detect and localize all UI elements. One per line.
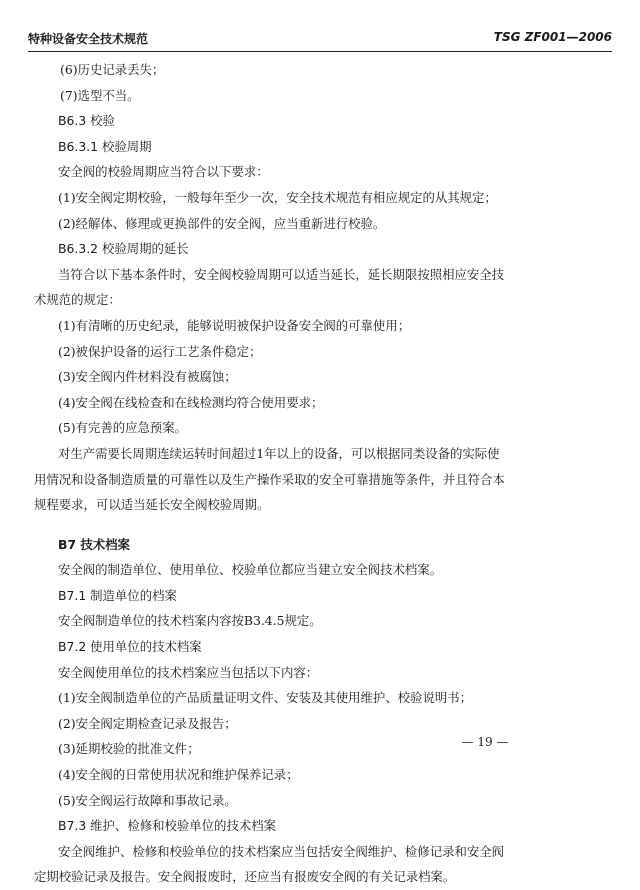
header-rule xyxy=(28,51,612,52)
list-item: (3)延期校验的批准文件； xyxy=(58,741,200,757)
list-item: (1)安全阀定期校验，一般每年至少一次，安全技术规范有相应规定的从其规定； xyxy=(58,189,497,205)
list-item: (2)安全阀定期检查记录及报告； xyxy=(58,715,237,731)
paragraph-line: 当符合以下基本条件时，安全阀校验周期可以适当延长，延长期限按照相应安全技 xyxy=(58,266,505,282)
section-gap xyxy=(58,518,610,532)
list-item: (5)安全阀运行故障和事故记录。 xyxy=(58,792,237,808)
page-number: — 19 — xyxy=(461,735,509,749)
list-item: (2)被保护设备的运行工艺条件稳定； xyxy=(58,343,262,359)
paragraph-line: 安全阀使用单位的技术档案应当包括以下内容： xyxy=(58,664,319,680)
section-heading-b7: B7 技术档案 xyxy=(58,536,130,552)
list-item: (4)安全阀的日常使用状况和维护保养记录； xyxy=(58,767,299,783)
list-item: (6)历史记录丢失； xyxy=(60,62,165,77)
header-series-title: 特种设备安全技术规范 xyxy=(28,32,149,46)
paragraph-line: 对生产需要长周期连续运转时间超过1年以上的设备，可以根据同类设备的实际使 xyxy=(58,445,500,461)
paragraph-line: 规程要求，可以适当延长安全阀校验周期。 xyxy=(34,497,270,513)
list-item: (1)有清晰的历史纪录，能够说明被保护设备安全阀的可靠使用； xyxy=(58,317,411,333)
header-standard-code: TSG ZF001—2006 xyxy=(493,30,612,44)
list-item: (1)安全阀制造单位的产品质量证明文件、安装及其使用维护、校验说明书； xyxy=(58,690,473,706)
list-item: (5)有完善的应急预案。 xyxy=(58,420,188,436)
section-heading-b6-3: B6.3 校验 xyxy=(58,113,115,129)
paragraph-line: 用情况和设备制造质量的可靠性以及生产操作采取的安全可靠措施等条件，并且符合本 xyxy=(34,471,505,487)
list-item: (7)选型不当。 xyxy=(60,87,140,103)
paragraph-line: 安全阀制造单位的技术档案内容按B3.4.5规定。 xyxy=(58,613,322,629)
paragraph-line: 安全阀的制造单位、使用单位、校验单位都应当建立安全阀技术档案。 xyxy=(58,562,443,578)
section-heading-b6-3-1: B6.3.1 校验周期 xyxy=(58,138,152,154)
list-item: (3)安全阀内件材料没有被腐蚀； xyxy=(58,369,237,385)
list-item: (2)经解体、修理或更换部件的安全阀，应当重新进行校验。 xyxy=(58,215,386,231)
paragraph-line: 定期校验记录及报告。安全阀报废时，还应当有报废安全阀的有关记录档案。 xyxy=(34,869,456,885)
section-heading-b6-3-2: B6.3.2 校验周期的延长 xyxy=(58,241,189,257)
running-header xyxy=(28,30,612,50)
section-heading-b7-3: B7.3 维护、检修和校验单位的技术档案 xyxy=(58,818,277,834)
section-heading-b7-1: B7.1 制造单位的档案 xyxy=(58,587,177,603)
paragraph-line: 安全阀维护、检修和校验单位的技术档案应当包括安全阀维护、检修记录和安全阀 xyxy=(58,843,505,859)
document-body xyxy=(34,57,610,890)
paragraph-line: 安全阀的校验周期应当符合以下要求： xyxy=(58,164,269,180)
list-item: (4)安全阀在线检查和在线检测均符合使用要求； xyxy=(58,394,324,410)
section-heading-b7-2: B7.2 使用单位的技术档案 xyxy=(58,639,202,655)
paragraph-line: 术规范的规定： xyxy=(34,292,121,308)
